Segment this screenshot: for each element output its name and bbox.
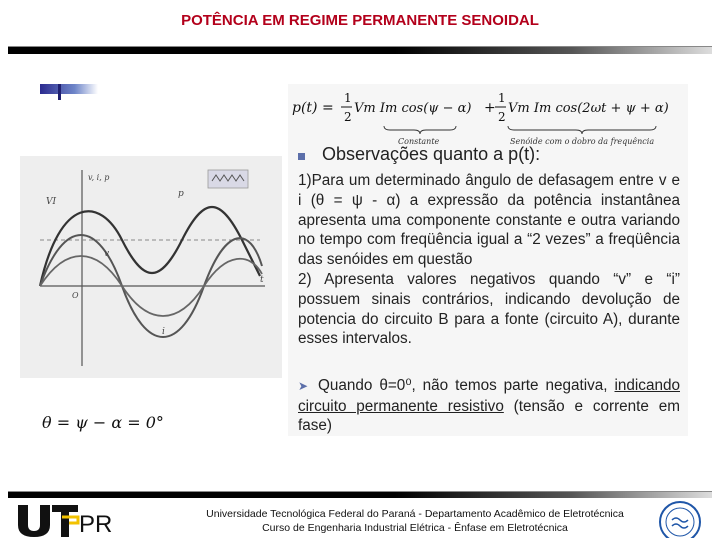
- subpoint-suffix: (tensão e corrente em fase): [298, 397, 680, 435]
- half-num-1: 1: [344, 91, 352, 105]
- legend-box: [208, 170, 248, 188]
- observations-body: [298, 171, 680, 349]
- underbrace-label-2: Senóide com o dobro da frequência: [510, 137, 655, 146]
- power-formula: [292, 88, 688, 148]
- footer-line-1: Universidade Tecnológica Federal do Paraná - Departamento Acadêmico de Eletrotécnica: [206, 508, 624, 520]
- observation-subpoint: [298, 376, 680, 436]
- underbrace-1: [384, 126, 456, 134]
- top-divider: [8, 46, 712, 54]
- formula-lhs: p(t) =: [292, 100, 334, 116]
- observation-item-2: 2) Apresenta valores negativos quando “v” e “i” possuem sinais contrários, indicando devolução de potencia do circuito B para a fonte (circuito A), durante esses intervalos.: [298, 270, 680, 348]
- axis-top-label: v, i, p: [88, 173, 110, 182]
- underbrace-label-1: Constante: [398, 137, 440, 146]
- underbrace-2: [508, 126, 656, 134]
- v-label: v: [104, 249, 110, 259]
- slide-title: POTÊNCIA EM REGIME PERMANENTE SENOIDAL: [181, 12, 539, 29]
- vi-label: VI: [46, 197, 57, 207]
- footer-line-2: Curso de Engenharia Industrial Elétrica - Ênfase em Eletrotécnica: [262, 522, 568, 534]
- square-bullet-icon: [298, 153, 305, 160]
- logo-pr-text: PR: [79, 511, 113, 538]
- formula-term1: Vm Im cos(ψ − α): [354, 101, 472, 116]
- half-den-1: 2: [344, 110, 352, 124]
- footer-text: [150, 507, 680, 535]
- observation-item-1: 1)Para um determinado ângulo de defasagem entre v e i (θ = ψ - α) a expressão da potência instantânea apresenta uma componente constante e outra variando no tempo com freqüência igual a “2 vezes” a freqüência das senóides em questão: [298, 172, 680, 269]
- p-label: p: [178, 189, 184, 199]
- t-label: t: [260, 275, 264, 285]
- subpoint-prefix: Quando θ=0⁰, não temos parte negativa,: [318, 377, 608, 394]
- waveform-figure: [20, 156, 282, 378]
- formula-plus: +: [484, 100, 496, 116]
- arrow-bullet-icon: ➤: [298, 379, 309, 393]
- theta-equation: θ = ψ − α = 0°: [42, 413, 164, 432]
- subpoint-underlined: indicando circuito permanente resistivo: [298, 377, 680, 415]
- i-label: i: [162, 327, 165, 337]
- observations-heading: Observações quanto a p(t):: [322, 144, 541, 164]
- utfpr-logo: [16, 503, 80, 537]
- half-den-2: 2: [498, 110, 506, 124]
- department-seal-icon: [652, 500, 708, 538]
- bottom-divider: [8, 491, 712, 498]
- decorative-bar-icon: [40, 84, 98, 94]
- origin-label: O: [72, 291, 79, 300]
- half-num-2: 1: [498, 91, 506, 105]
- formula-term2: Vm Im cos(2ωt + ψ + α): [508, 101, 669, 116]
